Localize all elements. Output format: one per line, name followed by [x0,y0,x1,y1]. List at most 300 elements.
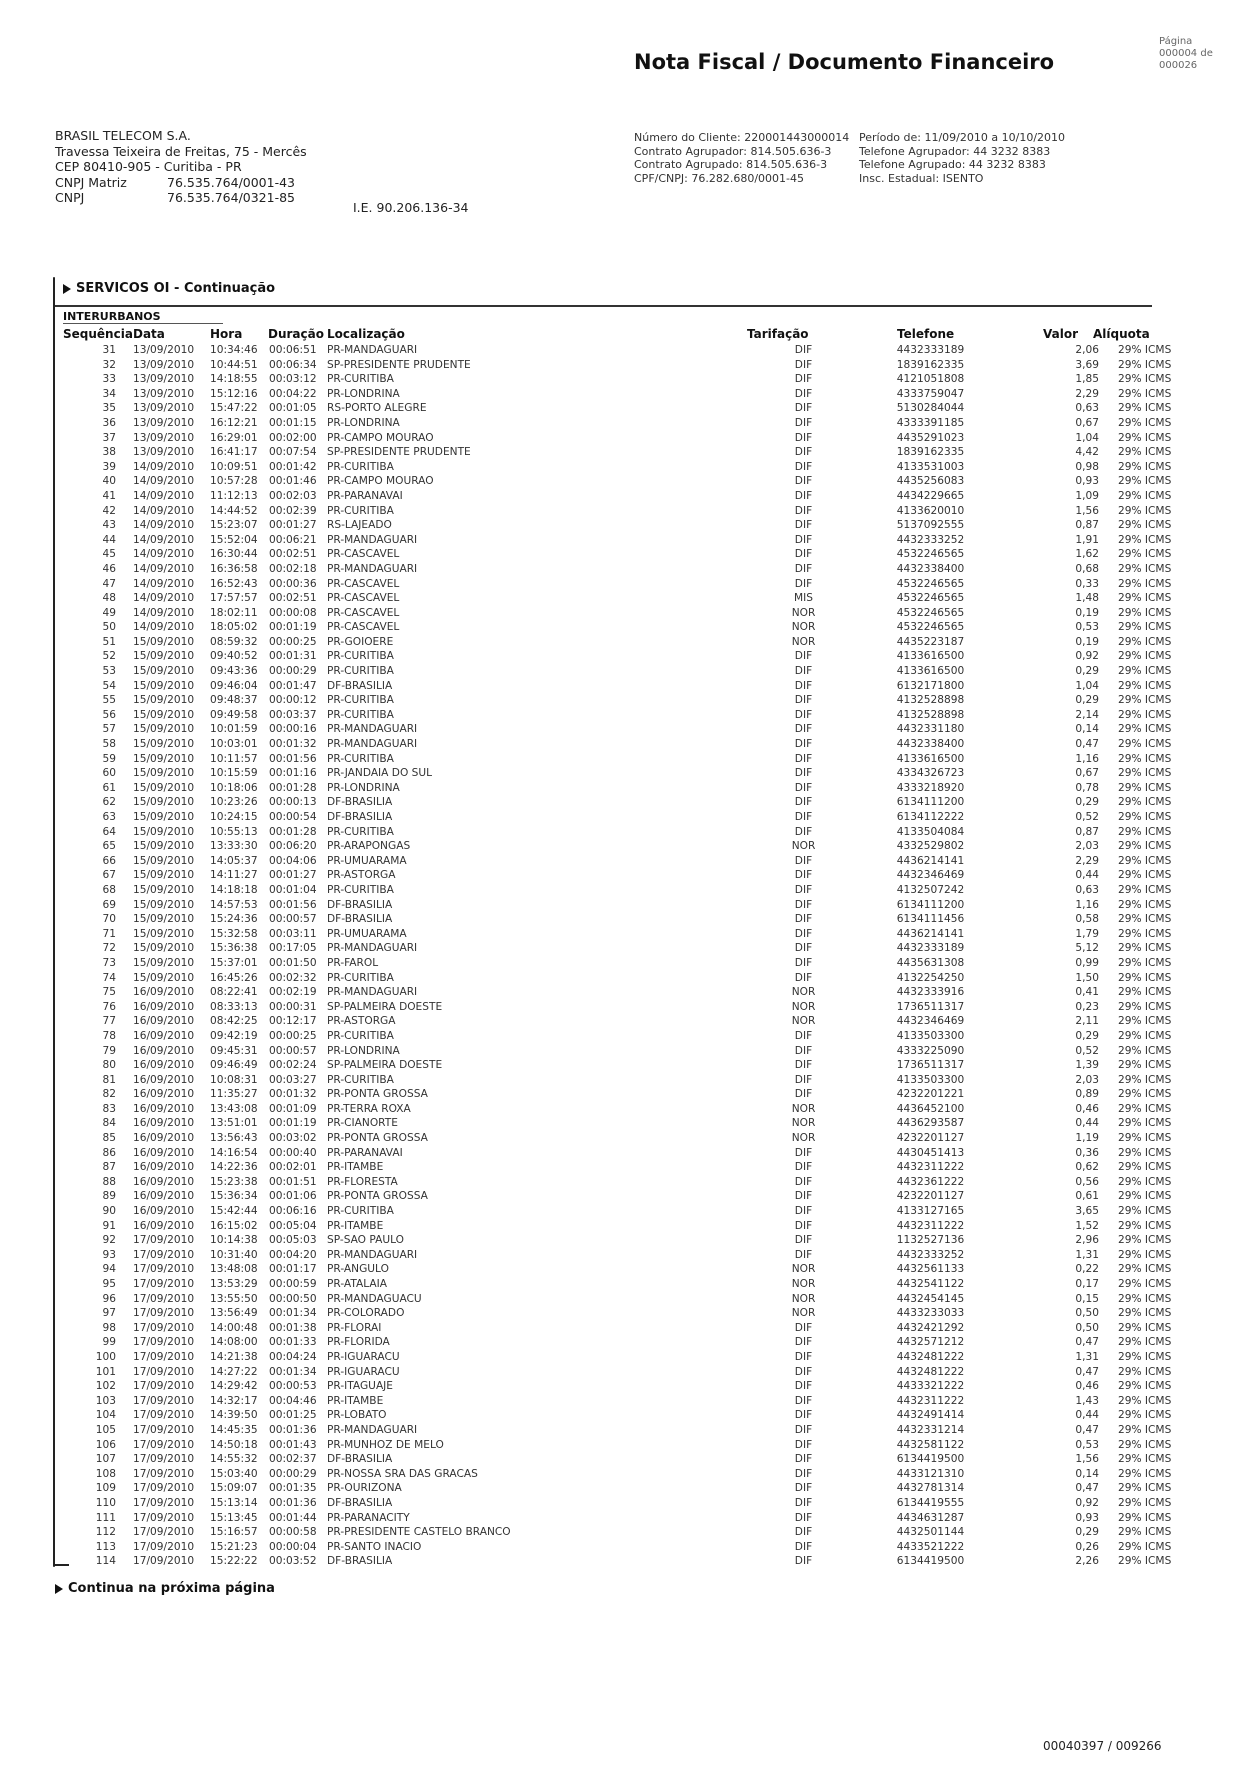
cell-seq: 59 [102,752,116,765]
table-row [0,358,1194,373]
cell-valor: 2,03 [1075,840,1099,853]
cell-telefone: 4433521222 [896,1540,965,1553]
cell-telefone: 4432346469 [896,869,965,882]
cell-telefone: 5137092555 [896,519,965,532]
cell-location: PR-CASCAVEL [327,548,400,561]
cell-telefone: 6132171800 [896,679,965,692]
cell-date: 16/09/2010 [133,1219,195,1232]
cell-telefone: 4432331180 [896,723,965,736]
table-row [0,577,1194,592]
cell-tarifacao: DIF [794,1190,813,1203]
cell-location: DF-BRASILIA [327,1453,393,1466]
cell-seq: 89 [102,1190,116,1203]
cell-location: PR-ITAMBE [327,1161,384,1174]
cell-tarifacao: NOR [791,1015,816,1028]
cell-tarifacao: DIF [794,548,813,561]
cell-valor: 0,29 [1075,694,1099,707]
table-row [0,1058,1194,1073]
cell-location: PR-COLORADO [327,1307,405,1320]
table-row [0,854,1194,869]
cell-location: PR-CURITIBA [327,1029,394,1042]
cell-location: SP-PRESIDENTE PRUDENTE [327,358,471,371]
cell-location: PR-ITAMBE [327,1394,384,1407]
cell-seq: 80 [102,1059,116,1072]
table-row [0,795,1194,810]
cell-aliquota: 29% ICMS [1118,1394,1172,1407]
cell-location: PR-CURITIBA [327,504,394,517]
cell-date: 17/09/2010 [133,1365,195,1378]
cell-seq: 50 [102,621,116,634]
cell-aliquota: 29% ICMS [1118,1409,1172,1422]
cell-seq: 113 [95,1540,116,1553]
cell-location: PR-PONTA GROSSA [327,1132,428,1145]
cell-date: 15/09/2010 [133,927,195,940]
cell-valor: 0,67 [1075,767,1099,780]
cell-date: 17/09/2010 [133,1307,195,1320]
cell-location: DF-BRASILIA [327,679,393,692]
table-row [0,985,1194,1000]
cell-date: 15/09/2010 [133,971,195,984]
cell-time: 10:14:38 [210,1234,258,1247]
cell-time: 16:41:17 [210,446,258,459]
cell-time: 14:55:32 [210,1453,258,1466]
cell-location: PR-CURITIBA [327,460,394,473]
cell-time: 17:57:57 [210,592,258,605]
cell-location: PR-PONTA GROSSA [327,1190,428,1203]
cell-location: PR-MANDAGUARI [327,986,418,999]
cell-date: 15/09/2010 [133,942,195,955]
cell-time: 16:29:01 [210,431,258,444]
cell-duration: 00:17:05 [269,942,317,955]
table-row [0,1408,1194,1423]
cell-time: 10:44:51 [210,358,258,371]
cell-seq: 111 [95,1511,116,1524]
cell-date: 15/09/2010 [133,723,195,736]
cell-date: 17/09/2010 [133,1540,195,1553]
cell-date: 15/09/2010 [133,898,195,911]
cell-aliquota: 29% ICMS [1118,1482,1172,1495]
document-code: 00040397 / 009266 [1043,1739,1162,1753]
cell-date: 17/09/2010 [133,1321,195,1334]
cell-valor: 0,17 [1075,1278,1099,1290]
cell-date: 16/09/2010 [133,1000,195,1013]
cell-location: PR-FLORESTA [327,1175,398,1188]
table-row [0,591,1194,606]
cell-date: 13/09/2010 [133,387,195,400]
cell-date: 16/09/2010 [133,1190,195,1203]
cell-seq: 42 [102,504,116,517]
cell-valor: 0,63 [1075,402,1099,415]
cell-seq: 64 [102,825,116,838]
table-row [0,1365,1194,1380]
cell-duration: 00:01:16 [269,767,317,780]
cell-valor: 0,47 [1075,1482,1099,1495]
table-row [0,810,1194,825]
cnpj-matriz-value: 76.535.764/0001-43 [167,174,296,190]
cell-telefone: 4333391185 [896,416,965,429]
cell-tarifacao: DIF [794,1482,813,1495]
cell-valor: 4,42 [1075,446,1099,459]
cell-time: 09:42:19 [210,1029,258,1042]
cell-tarifacao: DIF [794,1336,813,1349]
header-aliquota: Alíquota [1093,327,1150,341]
cell-aliquota: 29% ICMS [1118,1190,1172,1203]
cell-date: 17/09/2010 [133,1292,195,1305]
cell-aliquota: 29% ICMS [1118,1029,1172,1042]
cell-seq: 73 [102,956,116,969]
cell-valor: 0,22 [1075,1263,1099,1276]
company-name: BRASIL TELECOM S.A. [55,128,191,143]
cell-duration: 00:00:58 [269,1526,317,1539]
cell-date: 15/09/2010 [133,752,195,765]
cell-duration: 00:03:27 [269,1073,317,1086]
cell-seq: 33 [102,373,116,386]
cell-time: 10:34:46 [210,344,258,356]
section-title [63,281,275,296]
cell-telefone: 4432333189 [896,942,965,955]
cell-duration: 00:02:24 [269,1059,317,1072]
cell-date: 16/09/2010 [133,1132,195,1145]
cell-tarifacao: DIF [794,971,813,984]
cell-date: 16/09/2010 [133,1044,195,1057]
cell-aliquota: 29% ICMS [1118,825,1172,838]
cell-time: 15:03:40 [210,1467,258,1480]
cell-location: PR-CAMPO MOURAO [327,475,434,488]
cell-location: PR-OURIZONA [327,1482,402,1495]
table-row [0,562,1194,577]
cell-duration: 00:00:04 [269,1540,317,1553]
cell-date: 16/09/2010 [133,1102,195,1115]
cell-tarifacao: DIF [794,1073,813,1086]
numero-cliente: Número do Cliente: 220001443000014 [634,131,850,144]
cell-time: 10:31:40 [210,1248,258,1261]
cell-location: PR-LONDRINA [327,781,400,794]
cell-time: 10:08:31 [210,1073,258,1086]
cell-duration: 00:01:09 [269,1102,317,1115]
cell-time: 13:48:08 [210,1263,258,1276]
cell-date: 17/09/2010 [133,1467,195,1480]
table-row [0,868,1194,883]
cell-duration: 00:01:46 [269,475,317,488]
table-row [0,722,1194,737]
cell-aliquota: 29% ICMS [1118,504,1172,517]
cell-valor: 2,29 [1075,854,1099,867]
cell-telefone: 4532246565 [896,592,965,605]
cell-tarifacao: DIF [794,533,813,546]
cell-telefone: 4433233033 [896,1307,965,1320]
company-info [55,128,307,206]
table-row [0,649,1194,664]
cell-location: PR-UMUARAMA [327,854,407,867]
cell-seq: 78 [102,1029,116,1042]
cell-aliquota: 29% ICMS [1118,679,1172,692]
cell-duration: 00:01:44 [269,1511,317,1524]
cell-date: 17/09/2010 [133,1380,195,1393]
cell-valor: 0,50 [1075,1307,1099,1320]
cell-date: 14/09/2010 [133,489,195,502]
cell-duration: 00:01:15 [269,416,317,429]
cell-location: DF-BRASILIA [327,913,393,926]
cell-seq: 85 [102,1132,116,1145]
table-header [0,327,1248,343]
cell-location: PR-PARANAVAI [327,489,403,502]
cell-valor: 0,87 [1075,519,1099,532]
cell-telefone: 4333759047 [896,387,965,400]
cell-duration: 00:00:54 [269,811,317,823]
cell-tarifacao: DIF [794,1321,813,1334]
cell-seq: 65 [102,840,116,853]
cell-valor: 5,12 [1075,942,1099,955]
table-row [0,1146,1194,1161]
cell-location: PR-CASCAVEL [327,592,400,605]
cell-location: PR-CASCAVEL [327,606,400,619]
cell-aliquota: 29% ICMS [1118,1234,1172,1247]
cell-seq: 112 [95,1526,116,1539]
cell-duration: 00:01:50 [269,956,317,969]
cell-aliquota: 29% ICMS [1118,694,1172,707]
cell-seq: 58 [102,738,116,751]
cell-date: 17/09/2010 [133,1526,195,1539]
cell-valor: 1,50 [1075,971,1099,984]
cell-duration: 00:12:17 [269,1015,317,1028]
cell-aliquota: 29% ICMS [1118,475,1172,488]
cell-tarifacao: DIF [794,1029,813,1042]
cell-telefone: 4133616500 [896,665,965,678]
cell-location: PR-SANTO INACIO [327,1540,422,1553]
cell-duration: 00:04:22 [269,387,317,400]
cell-aliquota: 29% ICMS [1118,1000,1172,1013]
cell-aliquota: 29% ICMS [1118,373,1172,386]
cell-date: 15/09/2010 [133,825,195,838]
cell-valor: 0,15 [1075,1292,1099,1305]
cell-tarifacao: DIF [794,679,813,692]
cell-valor: 1,52 [1075,1219,1099,1232]
cell-date: 15/09/2010 [133,956,195,969]
cell-seq: 60 [102,767,116,780]
cell-duration: 00:00:50 [269,1292,317,1305]
cell-seq: 101 [95,1365,116,1378]
cell-seq: 66 [102,854,116,867]
cell-telefone: 4232201127 [896,1132,965,1145]
cell-aliquota: 29% ICMS [1118,1496,1172,1509]
cell-tarifacao: DIF [794,708,813,721]
cell-time: 10:11:57 [210,752,258,765]
cell-duration: 00:03:11 [269,927,317,940]
cell-tarifacao: DIF [794,811,813,823]
cell-date: 16/09/2010 [133,1088,195,1101]
cell-valor: 0,29 [1075,1029,1099,1042]
cell-tarifacao: DIF [794,883,813,896]
telefone-agrupador: Telefone Agrupador: 44 3232 8383 [859,144,1051,158]
cell-date: 15/09/2010 [133,650,195,663]
table-row [0,898,1194,913]
cell-time: 14:08:00 [210,1336,258,1349]
cell-time: 10:01:59 [210,723,258,736]
cell-valor: 1,16 [1075,898,1099,911]
cell-seq: 108 [95,1467,116,1480]
cell-valor: 0,26 [1075,1540,1099,1553]
table-row [0,839,1194,854]
cell-tarifacao: DIF [794,1146,813,1159]
cell-tarifacao: DIF [794,650,813,663]
cell-location: PR-CURITIBA [327,825,394,838]
cell-duration: 00:01:32 [269,738,317,751]
table-row [0,1248,1194,1263]
cell-location: PR-CURITIBA [327,665,394,678]
cell-telefone: 4133504084 [896,825,965,838]
cell-seq: 47 [102,577,116,590]
cell-date: 15/09/2010 [133,694,195,707]
cell-tarifacao: DIF [794,1044,813,1057]
cell-date: 14/09/2010 [133,504,195,517]
cell-duration: 00:01:51 [269,1175,317,1188]
cell-valor: 0,41 [1075,986,1099,999]
cell-date: 17/09/2010 [133,1555,195,1568]
cell-tarifacao: DIF [794,344,813,356]
cell-time: 10:03:01 [210,738,258,751]
cell-seq: 48 [102,592,116,605]
cell-location: PR-LONDRINA [327,387,400,400]
cell-aliquota: 29% ICMS [1118,971,1172,984]
cell-duration: 00:02:19 [269,986,317,999]
table-row [0,606,1194,621]
cell-time: 09:45:31 [210,1044,258,1057]
cell-location: SP-PRESIDENTE PRUDENTE [327,446,471,459]
cell-date: 13/09/2010 [133,431,195,444]
table-row [0,1014,1194,1029]
table-row [0,679,1194,694]
cell-tarifacao: DIF [794,913,813,926]
cell-tarifacao: NOR [791,1102,816,1115]
cell-time: 08:59:32 [210,635,258,648]
cell-valor: 1,39 [1075,1059,1099,1072]
cell-duration: 00:02:00 [269,431,317,444]
cell-seq: 83 [102,1102,116,1115]
cell-valor: 0,47 [1075,1336,1099,1349]
arrow-right-icon [63,284,71,294]
cell-aliquota: 29% ICMS [1118,562,1172,575]
cell-valor: 1,91 [1075,533,1099,546]
cell-telefone: 4334326723 [896,767,965,780]
cell-date: 15/09/2010 [133,738,195,751]
cell-duration: 00:01:33 [269,1336,317,1349]
cell-duration: 00:03:02 [269,1132,317,1145]
cell-duration: 00:06:51 [269,344,317,356]
cell-duration: 00:02:32 [269,971,317,984]
cell-telefone: 6134111200 [896,898,965,911]
category-underline [63,323,223,324]
cell-seq: 77 [102,1015,116,1028]
cell-date: 17/09/2010 [133,1453,195,1466]
cell-location: PR-ASTORGA [327,869,396,882]
cell-aliquota: 29% ICMS [1118,1511,1172,1524]
cell-location: PR-LONDRINA [327,1044,400,1057]
cell-duration: 00:04:46 [269,1394,317,1407]
cell-duration: 00:01:36 [269,1496,317,1509]
cell-aliquota: 29% ICMS [1118,1219,1172,1232]
table-row [0,445,1194,460]
cell-telefone: 5130284044 [896,402,965,415]
cell-aliquota: 29% ICMS [1118,533,1172,546]
cell-location: PR-ITAMBE [327,1219,384,1232]
cell-seq: 72 [102,942,116,955]
cell-tarifacao: NOR [791,1117,816,1130]
cell-location: PR-LONDRINA [327,416,400,429]
cell-duration: 00:02:39 [269,504,317,517]
cell-telefone: 4432454145 [896,1292,965,1305]
cell-tarifacao: DIF [794,1555,813,1568]
cell-telefone: 4432541122 [896,1278,965,1290]
cell-time: 15:47:22 [210,402,258,415]
cell-tarifacao: DIF [794,1380,813,1393]
cell-tarifacao: DIF [794,752,813,765]
cell-aliquota: 29% ICMS [1118,1205,1172,1218]
table-row [0,737,1194,752]
table-row [0,635,1194,650]
cell-location: PR-ATALAIA [327,1278,387,1290]
cell-seq: 90 [102,1205,116,1218]
cell-duration: 00:02:37 [269,1453,317,1466]
table-row [0,401,1194,416]
cell-seq: 70 [102,913,116,926]
cell-time: 15:21:23 [210,1540,258,1553]
cell-valor: 0,44 [1075,1409,1099,1422]
cell-telefone: 4432338400 [896,738,965,751]
cell-duration: 00:01:38 [269,1321,317,1334]
cell-duration: 00:01:34 [269,1307,317,1320]
cell-valor: 1,43 [1075,1394,1099,1407]
cell-location: PR-GOIOERE [327,635,394,648]
cell-aliquota: 29% ICMS [1118,1526,1172,1539]
cell-location: PR-ITAGUAJE [327,1380,394,1393]
cell-duration: 00:00:08 [269,606,317,619]
cell-valor: 2,11 [1075,1015,1099,1028]
contrato-agrupador: Contrato Agrupador: 814.505.636-3 [634,144,832,158]
cell-date: 16/09/2010 [133,1117,195,1130]
cell-aliquota: 29% ICMS [1118,1365,1172,1378]
cell-telefone: 4436293587 [896,1117,965,1130]
cell-aliquota: 29% ICMS [1118,402,1172,415]
cell-telefone: 4532246565 [896,621,965,634]
cell-telefone: 4432333189 [896,344,965,356]
cell-valor: 0,58 [1075,913,1099,926]
table-row [0,1335,1194,1350]
cell-seq: 81 [102,1073,116,1086]
cell-aliquota: 29% ICMS [1118,1380,1172,1393]
cell-seq: 45 [102,548,116,561]
cell-seq: 54 [102,679,116,692]
cell-seq: 40 [102,475,116,488]
cell-telefone: 4435223187 [896,635,965,648]
table-row [0,460,1194,475]
cell-aliquota: 29% ICMS [1118,796,1172,809]
cell-tarifacao: DIF [794,387,813,400]
cell-tarifacao: DIF [794,358,813,371]
table-row [0,518,1194,533]
continue-note [55,1581,275,1596]
cell-date: 14/09/2010 [133,460,195,473]
cell-aliquota: 29% ICMS [1118,898,1172,911]
cell-date: 17/09/2010 [133,1336,195,1349]
cell-duration: 00:01:32 [269,1088,317,1101]
cell-time: 15:23:38 [210,1175,258,1188]
cell-aliquota: 29% ICMS [1118,1336,1172,1349]
cnpj-row [55,190,307,206]
cell-valor: 3,69 [1075,358,1099,371]
cell-duration: 00:06:16 [269,1205,317,1218]
cell-valor: 1,48 [1075,592,1099,605]
cell-telefone: 4435291023 [896,431,965,444]
